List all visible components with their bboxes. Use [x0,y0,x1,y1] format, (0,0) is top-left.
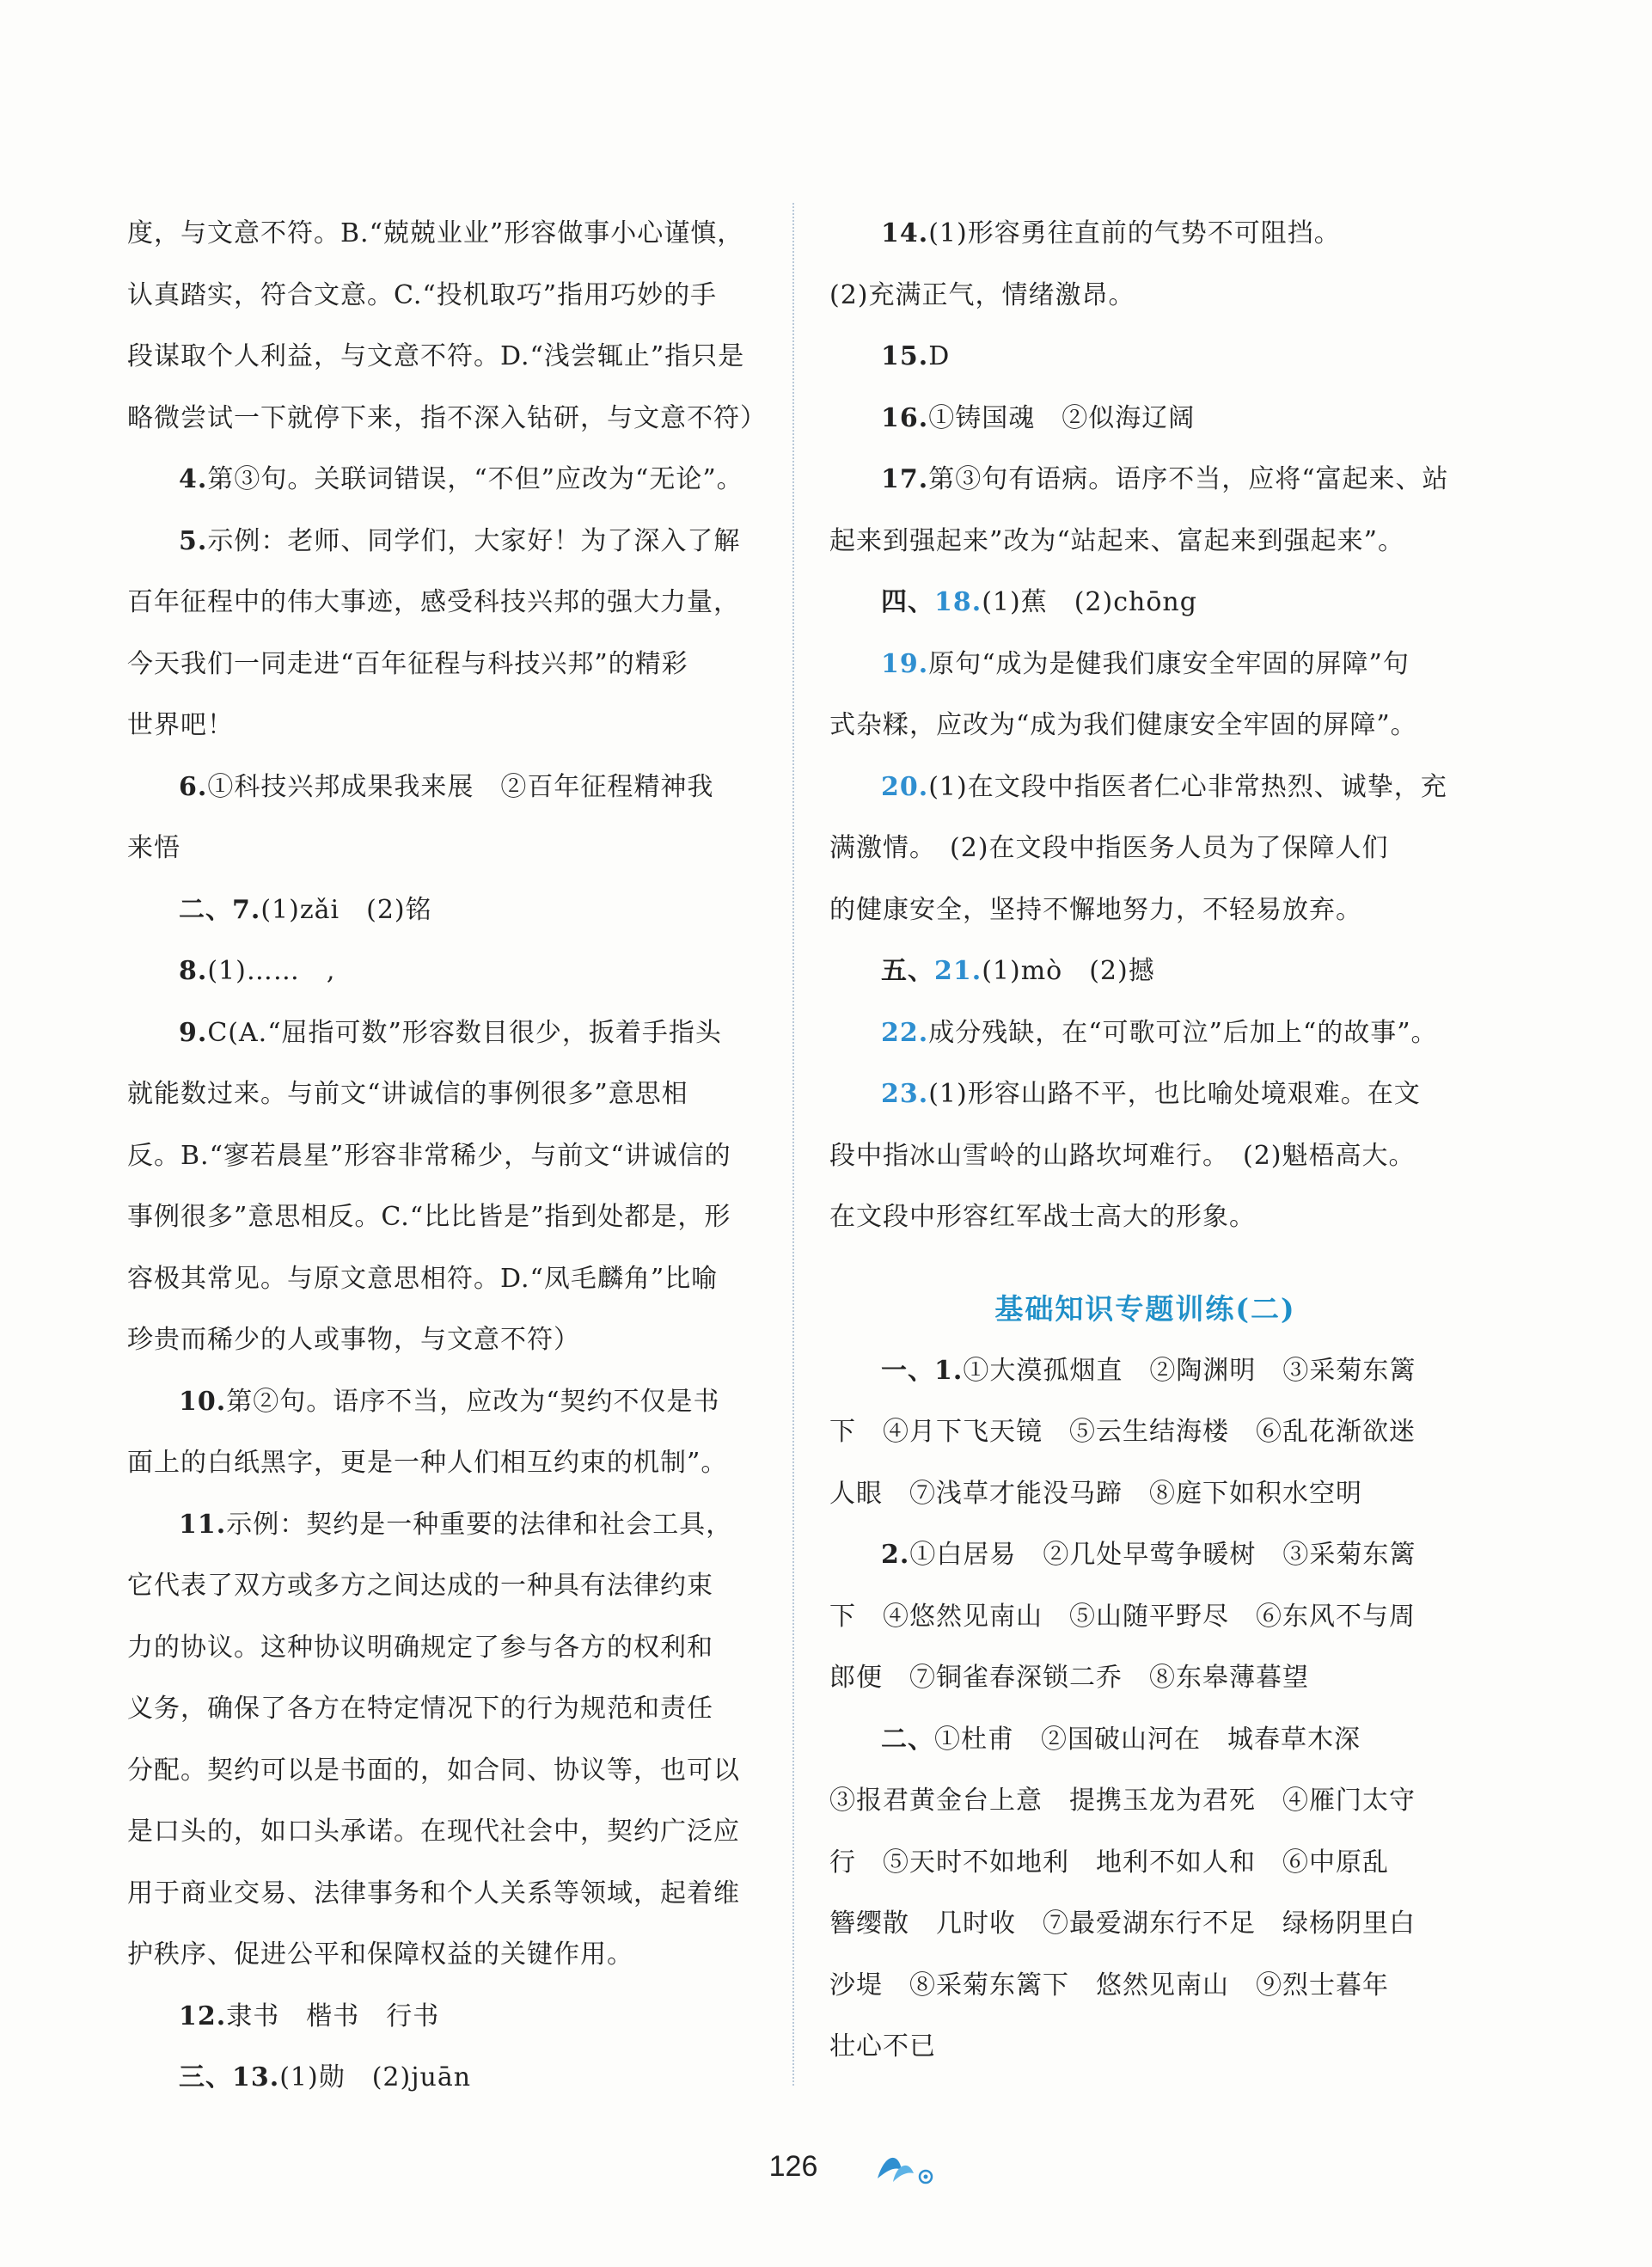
text-line [829,634,1461,695]
line-text: (2)充满正气，情绪激昂。 [829,279,1135,310]
line-text: 反。B.“寥若晨星”形容非常稀少，与前文“讲诚信的 [127,1140,731,1171]
item-number: 三、13. [179,2062,280,2092]
line-text: 原句“成为是健我们康安全牢固的屏障”句 [928,648,1410,679]
text-line [127,1555,759,1617]
line-text: (1)形容山路不平，也比喻处境艰难。在文 [928,1079,1421,1109]
line-text: (1)zǎi (2)铭 [260,894,432,925]
line-text: 行 ⑤天时不如地利 地利不如人和 ⑥中原乱 [829,1847,1389,1878]
text-line [829,572,1461,634]
line-text: 百年征程中的伟大事迹，感受科技兴邦的强大力量， [127,587,740,617]
right-column-bottom [829,1340,1461,2078]
text-line [829,1340,1461,1402]
item-number-highlight: 19. [881,648,929,679]
item-number-highlight: 21. [934,956,982,986]
line-text: 略微尝试一下就停下来，指不深入钻研，与文意不符） [127,402,767,433]
text-line [829,203,1461,265]
text-line [127,1740,759,1802]
text-line [127,326,759,388]
item-number: 16. [881,402,929,433]
line-text: 沙堤 ⑧采菊东篱下 悠然见南山 ⑨烈士暮年 [829,1970,1389,2000]
text-line [127,818,759,879]
line-text: 是口头的，如口头承诺。在现代社会中，契约广泛应 [127,1817,740,1847]
text-line [127,2047,759,2109]
item-number: 14. [881,218,929,248]
line-text: 第③句。关联词错误，“不但”应改为“无论”。 [207,464,743,494]
item-number: 15. [881,341,929,371]
line-text: 下 ④月下飞天镜 ⑤云生结海楼 ⑥乱花渐欲迷 [829,1417,1416,1447]
line-text: 段谋取个人利益，与文意不符。D.“浅尝辄止”指只是 [127,341,745,371]
item-number: 二、 [881,1724,934,1755]
text-line [829,1832,1461,1894]
item-number: 4. [179,464,208,494]
line-text: (1)蕉 (2)chōng [982,587,1197,617]
text-line [127,1186,759,1248]
text-line [127,1986,759,2048]
line-text: (1)形容勇往直前的气势不可阻挡。 [928,218,1341,248]
item-number-highlight: 18. [934,587,982,617]
line-text: 用于商业交易、法律事务和个人关系等领域，起着维 [127,1878,740,1909]
text-line [829,695,1461,757]
item-number-highlight: 23. [881,1079,929,1109]
item-number-highlight: 22. [881,1017,929,1048]
text-line [829,940,1461,1002]
item-number: 四、 [881,587,934,617]
item-number: 12. [179,2000,227,2031]
item-number: 2. [881,1540,910,1570]
line-text: 式杂糅，应改为“成为我们健康安全牢固的屏障”。 [829,710,1417,740]
text-line [127,1002,759,1064]
line-text: 分配。契约可以是书面的，如合同、协议等，也可以 [127,1755,740,1786]
text-line [127,265,759,327]
line-text: 下 ④悠然见南山 ⑤山随平野尽 ⑥东风不与周 [829,1601,1416,1632]
line-text: 认真踏实，符合文意。C.“投机取巧”指用巧妙的手 [127,279,718,310]
section-title: 基础知识专题训练(二) [994,1291,1296,1326]
text-line [829,1186,1461,1248]
item-number-highlight: 20. [881,771,929,802]
text-line [829,879,1461,941]
item-number: 10. [179,1386,227,1417]
line-text: 就能数过来。与前文“讲诚信的事例很多”意思相 [127,1079,688,1109]
line-text: ①杜甫 ②国破山河在 城春草木深 [934,1724,1361,1755]
line-text: ③报君黄金台上意 提携玉龙为君死 ④雁门太守 [829,1786,1416,1816]
item-number: 五、 [881,956,934,986]
text-line [127,1494,759,1556]
text-line [127,449,759,511]
text-line [829,1709,1461,1771]
text-line [829,1125,1461,1187]
item-number: 9. [179,1017,208,1048]
line-text: 第②句。语序不当，应改为“契约不仅是书 [226,1386,720,1417]
line-text: 的健康安全，坚持不懈地努力，不轻易放弃。 [829,894,1362,925]
item-number: 11. [179,1509,227,1540]
line-text: (1)mò (2)撼 [982,956,1155,986]
column-divider [792,203,794,2086]
line-text: 满激情。 (2)在文段中指医务人员为了保障人们 [829,833,1389,863]
text-line [829,326,1461,388]
text-line [829,818,1461,879]
line-text: 它代表了双方或多方之间达成的一种具有法律约束 [127,1571,713,1601]
text-line [829,1586,1461,1648]
line-text: 护秩序、促进公平和保障权益的关键作用。 [127,1939,633,1970]
text-line [829,1063,1461,1125]
line-text: ①科技兴邦成果我来展 ②百年征程精神我 [207,771,714,802]
item-number: 5. [179,525,208,556]
text-line [829,1524,1461,1586]
item-number: 一、1. [881,1355,964,1386]
text-line [127,879,759,941]
line-text: ①白居易 ②几处早莺争暖树 ③采菊东篱 [909,1540,1416,1570]
text-line [127,695,759,757]
text-line [829,1002,1461,1064]
text-line [127,1863,759,1925]
text-line [127,1309,759,1371]
right-column [829,203,1461,2078]
item-number: 17. [881,464,929,494]
text-line [829,511,1461,573]
line-text: C(A.“屈指可数”形容数目很少，扳着手指头 [207,1017,722,1048]
line-text: (1)在文段中指医者仁心非常热烈、诚挚，充 [928,771,1447,802]
line-text: 面上的白纸黑字，更是一种人们相互约束的机制”。 [127,1448,728,1478]
line-text: 容极其常见。与原文意思相符。D.“凤毛麟角”比喻 [127,1263,719,1294]
text-line [127,1678,759,1740]
line-text: 壮心不已 [829,2031,936,2062]
line-text: 珍贵而稀少的人或事物，与文意不符） [127,1325,580,1355]
text-line [829,757,1461,818]
line-text: D [928,341,951,371]
text-line [829,1463,1461,1525]
text-line [127,572,759,634]
text-line [829,1893,1461,1955]
line-text: 度，与文意不符。B.“兢兢业业”形容做事小心谨慎， [127,218,744,248]
text-line [127,1617,759,1679]
line-text: 段中指冰山雪岭的山路坎坷难行。 (2)魁梧高大。 [829,1140,1416,1171]
line-text: 来悟 [127,833,180,863]
line-text: 世界吧！ [127,710,234,740]
line-text: 起来到强起来”改为“站起来、富起来到强起来”。 [829,525,1405,556]
text-line [127,1801,759,1863]
text-line [127,757,759,818]
page-number: 126 [768,2150,818,2183]
item-number: 二、7. [179,894,261,925]
item-number: 6. [179,771,208,802]
line-text: 成分残缺，在“可歌可泣”后加上“的故事”。 [928,1017,1438,1048]
text-line [127,203,759,265]
left-column [127,203,767,2109]
line-text: 示例：老师、同学们，大家好！为了深入了解 [207,525,741,556]
item-number: 8. [179,956,208,986]
line-text: 隶书 楷书 行书 [226,2000,440,2031]
line-text: ①铸国魂 ②似海辽阔 [928,402,1196,433]
line-text: 今天我们一同走进“百年征程与科技兴邦”的精彩 [127,648,688,679]
line-text: 在文段中形容红军战士高大的形象。 [829,1202,1256,1232]
text-line [829,2016,1461,2078]
text-line [829,1770,1461,1832]
line-text: 事例很多”意思相反。C.“比比皆是”指到处都是，形 [127,1202,731,1232]
text-line [127,940,759,1002]
line-text: 义务，确保了各方在特定情况下的行为规范和责任 [127,1694,713,1724]
line-text: (1)勋 (2)juān [279,2062,472,2092]
line-text: 簪缨散 几时收 ⑦最爱湖东行不足 绿杨阴里白 [829,1909,1416,1939]
line-text: 郎便 ⑦铜雀春深锁二乔 ⑧东皋薄暮望 [829,1663,1309,1693]
line-text: 示例：契约是一种重要的法律和社会工具， [226,1509,733,1540]
text-line [127,1371,759,1433]
text-line [829,1401,1461,1463]
line-text: 力的协议。这种协议明确规定了参与各方的权利和 [127,1632,713,1663]
text-line [127,1432,759,1494]
line-text: (1)…… , [207,956,336,986]
line-text: 人眼 ⑦浅草才能没马蹄 ⑧庭下如积水空明 [829,1478,1362,1509]
text-line [829,1647,1461,1709]
page-footer [0,2141,1652,2192]
text-line [127,1248,759,1310]
text-line [127,634,759,695]
text-line [127,1063,759,1125]
line-text: 第③句有语病。语序不当，应将“富起来、站 [928,464,1449,494]
text-line [127,511,759,573]
text-line [829,1955,1461,2017]
text-line [127,388,767,450]
text-line [127,1924,759,1986]
text-line [127,1125,759,1187]
right-column-top [829,203,1461,1248]
leaf-swirl-icon [872,2148,941,2187]
text-line [829,388,1461,450]
text-line [829,449,1461,511]
line-text: ①大漠孤烟直 ②陶渊明 ③采菊东篱 [963,1355,1416,1386]
text-line [829,265,1461,327]
